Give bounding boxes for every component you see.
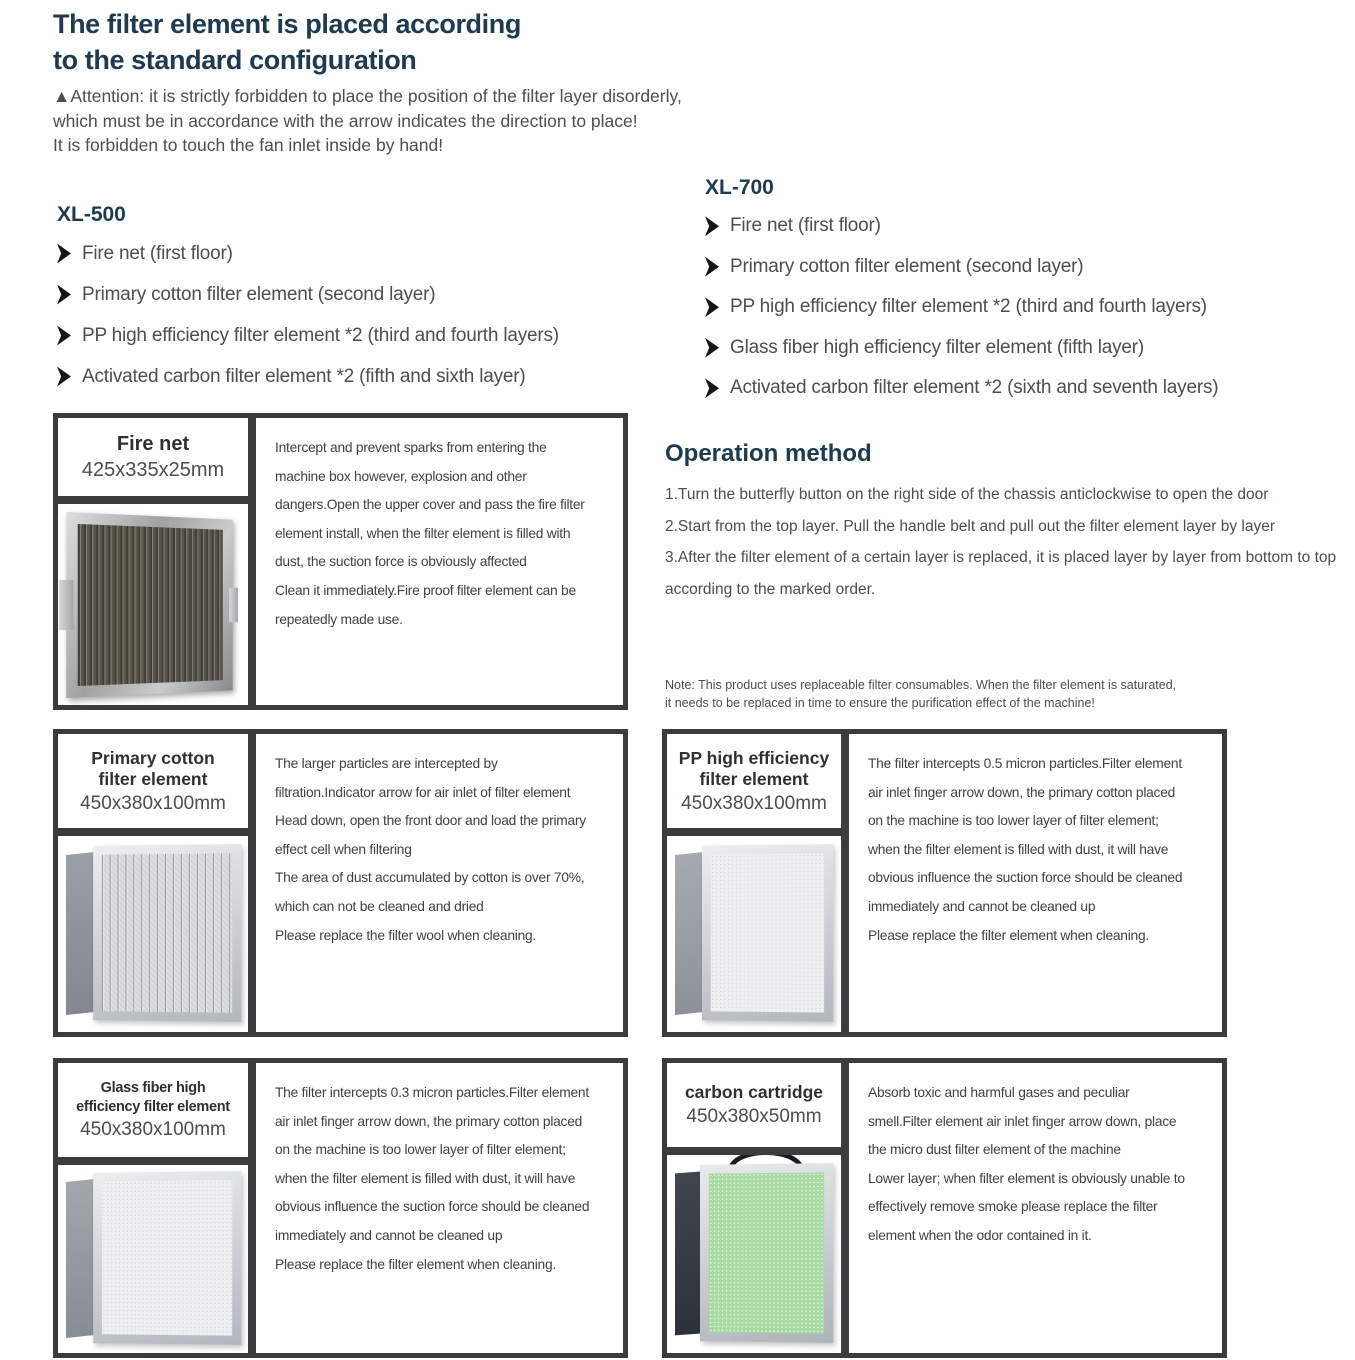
card-dimensions: 450x380x100mm bbox=[80, 792, 226, 814]
filter-frame bbox=[700, 1163, 833, 1343]
operation-note-line: Note: This product uses replaceable filter consumables. When the filter element is saturated, bbox=[665, 678, 1177, 692]
description-line: effectively remove smoke please replace the filter bbox=[868, 1199, 1158, 1215]
page-title-line1: The filter element is placed according bbox=[53, 9, 521, 39]
card-photo-cell bbox=[58, 1165, 248, 1353]
arrow-bullet-icon bbox=[705, 297, 719, 317]
list-item-label: Activated carbon filter element *2 (sixth and seventh layers) bbox=[730, 377, 1219, 399]
primary-cotton-filter-photo bbox=[66, 843, 241, 1025]
card-description bbox=[256, 734, 623, 1032]
description-line: when the filter element is filled with dust, it will have bbox=[275, 1170, 576, 1186]
filter-frame bbox=[702, 844, 833, 1022]
filter-mesh bbox=[101, 853, 231, 1012]
list-item-label: Primary cotton filter element (second layer) bbox=[730, 255, 1084, 277]
description-line: effect cell when filtering bbox=[275, 841, 412, 857]
description-line: Clean it immediately.Fire proof filter element can be bbox=[275, 582, 576, 598]
description-line: obvious influence the suction force should be cleaned bbox=[275, 1199, 590, 1215]
description-line: Absorb toxic and harmful gases and peculiar bbox=[868, 1085, 1130, 1100]
arrow-bullet-icon bbox=[57, 285, 71, 305]
description-line: repeatedly made use. bbox=[275, 611, 403, 627]
description-line: Please replace the filter element when cleaning. bbox=[275, 1256, 556, 1272]
operation-note-line: it needs to be replaced in time to ensure the purification effect of the machine! bbox=[665, 695, 1095, 710]
description-line: Intercept and prevent sparks from entering the bbox=[275, 440, 547, 455]
list-item bbox=[57, 274, 559, 315]
card-label bbox=[667, 1063, 841, 1147]
xl700-list bbox=[705, 206, 1218, 409]
description-line: smell.Filter element air inlet finger arrow down, place bbox=[868, 1113, 1177, 1129]
list-item bbox=[705, 247, 1218, 288]
xl500-list bbox=[57, 233, 559, 397]
list-item bbox=[57, 315, 559, 356]
list-item bbox=[705, 287, 1218, 328]
list-item-label: Primary cotton filter element (second layer) bbox=[82, 283, 436, 305]
description-line: The filter intercepts 0.5 micron particles.Filter element bbox=[868, 756, 1182, 771]
card-title: Fire net bbox=[116, 432, 190, 455]
description-line: when the filter element is filled with dust, it will have bbox=[868, 841, 1169, 857]
operation-heading: Operation method bbox=[665, 440, 872, 467]
card-dimensions: 450x380x100mm bbox=[80, 1119, 226, 1140]
filter-mesh bbox=[709, 1172, 824, 1333]
card-photo-cell bbox=[667, 836, 841, 1032]
card-description bbox=[256, 418, 623, 705]
card-photo-cell bbox=[58, 836, 248, 1032]
card-label bbox=[667, 734, 841, 828]
description-line: The filter intercepts 0.3 micron particles.Filter element bbox=[275, 1085, 589, 1100]
description-line: air inlet finger arrow down, the primary cotton placed bbox=[868, 784, 1176, 800]
description-line: air inlet finger arrow down, the primary cotton placed bbox=[275, 1113, 583, 1129]
card-label bbox=[58, 734, 248, 828]
description-line: filtration.Indicator arrow for air inlet of filter element bbox=[275, 784, 571, 800]
fire-net-filter-photo bbox=[66, 512, 232, 698]
arrow-bullet-icon bbox=[705, 378, 719, 398]
description-line: Please replace the filter wool when cleaning. bbox=[275, 927, 537, 943]
filter-frame bbox=[93, 1171, 241, 1345]
list-item-label: Fire net (first floor) bbox=[82, 242, 233, 264]
glass-fiber-filter-photo bbox=[66, 1170, 241, 1348]
arrow-bullet-icon bbox=[57, 244, 71, 264]
description-line: dangers.Open the upper cover and pass the fire filter bbox=[275, 497, 585, 513]
attention-line: which must be in accordance with the arrow indicates the direction to place! bbox=[53, 110, 638, 131]
description-line: which can not be cleaned and dried bbox=[275, 898, 484, 914]
description-line: machine box however, explosion and other bbox=[275, 468, 527, 484]
fire-net-card bbox=[53, 413, 628, 710]
xl500-heading: XL-500 bbox=[57, 203, 126, 226]
card-description bbox=[849, 1063, 1222, 1353]
operation-step: 2.Start from the top layer. Pull the handle belt and pull out the filter element layer by layer bbox=[665, 517, 1276, 535]
list-item-label: PP high efficiency filter element *2 (third and fourth layers) bbox=[730, 296, 1207, 318]
list-item bbox=[705, 206, 1218, 247]
operation-step: 3.After the filter element of a certain layer is replaced, it is placed layer by layer from bottom to top according to the marked order. bbox=[665, 549, 1337, 598]
card-title: filter element bbox=[699, 769, 809, 789]
list-item-label: Activated carbon filter element *2 (fifth and sixth layer) bbox=[82, 365, 526, 387]
pp-filter-photo bbox=[675, 843, 833, 1025]
filter-mesh bbox=[78, 523, 223, 685]
attention-line: ▲Attention: it is strictly forbidden to place the position of the filter layer disorderly, bbox=[53, 86, 682, 106]
filter-frame bbox=[93, 844, 241, 1022]
card-title: carbon cartridge bbox=[684, 1082, 824, 1103]
operation-steps bbox=[665, 479, 1341, 605]
xl700-heading: XL-700 bbox=[705, 176, 774, 199]
attention-line: It is forbidden to touch the fan inlet inside by hand! bbox=[53, 135, 444, 155]
description-line: the micro dust filter element of the machine bbox=[868, 1142, 1121, 1158]
list-item-label: Fire net (first floor) bbox=[730, 215, 881, 237]
filter-handle-tab bbox=[59, 579, 74, 629]
list-item-label: PP high efficiency filter element *2 (third and fourth layers) bbox=[82, 324, 559, 346]
card-description bbox=[849, 734, 1222, 1032]
page-title-line2: to the standard configuration bbox=[53, 45, 417, 75]
card-title: PP high efficiency bbox=[678, 747, 830, 768]
arrow-bullet-icon bbox=[705, 338, 719, 358]
description-line: Please replace the filter element when cleaning. bbox=[868, 927, 1149, 943]
description-line: immediately and cannot be cleaned up bbox=[275, 1227, 503, 1243]
description-line: immediately and cannot be cleaned up bbox=[868, 898, 1096, 914]
card-photo-cell bbox=[58, 504, 248, 705]
list-item bbox=[705, 328, 1218, 369]
filter-mesh bbox=[101, 1180, 231, 1335]
arrow-bullet-icon bbox=[57, 326, 71, 346]
arrow-bullet-icon bbox=[705, 257, 719, 277]
description-line: on the machine is too lower layer of filter element; bbox=[275, 1142, 566, 1158]
description-line: Head down, open the front door and load the primary bbox=[275, 813, 586, 829]
pp-filter-card bbox=[662, 729, 1227, 1037]
filter-handle-tab bbox=[229, 587, 238, 622]
carbon-cartridge-photo bbox=[675, 1162, 833, 1346]
description-line: The area of dust accumulated by cotton is over 70%, bbox=[275, 870, 585, 886]
filter-frame bbox=[66, 512, 232, 698]
filter-mesh bbox=[711, 853, 824, 1012]
card-title: filter element bbox=[98, 769, 208, 789]
card-dimensions: 425x335x25mm bbox=[81, 458, 225, 481]
description-line: Lower layer; when filter element is obviously unable to bbox=[868, 1170, 1185, 1186]
list-item bbox=[57, 233, 559, 274]
description-line: element install, when the filter element is filled with bbox=[275, 525, 571, 541]
primary-cotton-card bbox=[53, 729, 628, 1037]
card-dimensions: 450x380x50mm bbox=[686, 1105, 822, 1127]
carbon-cartridge-card bbox=[662, 1058, 1227, 1358]
card-title: efficiency filter element bbox=[76, 1099, 230, 1115]
arrow-bullet-icon bbox=[57, 367, 71, 387]
card-description bbox=[256, 1063, 623, 1353]
card-title: Glass fiber high bbox=[100, 1080, 206, 1096]
card-label bbox=[58, 418, 248, 496]
description-line: on the machine is too lower layer of filter element; bbox=[868, 813, 1159, 829]
arrow-bullet-icon bbox=[705, 216, 719, 236]
list-item bbox=[57, 356, 559, 397]
card-label bbox=[58, 1063, 248, 1157]
description-line: dust, the suction force is obviously affected bbox=[275, 554, 527, 570]
page-title bbox=[53, 6, 521, 78]
list-item bbox=[705, 368, 1218, 409]
glass-fiber-card bbox=[53, 1058, 628, 1358]
description-line: obvious influence the suction force should be cleaned bbox=[868, 870, 1183, 886]
operation-note bbox=[665, 677, 1176, 712]
description-line: The larger particles are intercepted by bbox=[275, 756, 498, 771]
operation-step: 1.Turn the butterfly button on the right side of the chassis anticlockwise to open the door bbox=[665, 486, 1269, 503]
list-item-label: Glass fiber high efficiency filter element (fifth layer) bbox=[730, 336, 1145, 358]
card-title: Primary cotton bbox=[91, 747, 215, 768]
card-photo-cell bbox=[667, 1155, 841, 1353]
card-dimensions: 450x380x100mm bbox=[681, 792, 827, 814]
description-line: element when the odor contained in it. bbox=[868, 1227, 1092, 1243]
attention-note bbox=[53, 84, 682, 158]
